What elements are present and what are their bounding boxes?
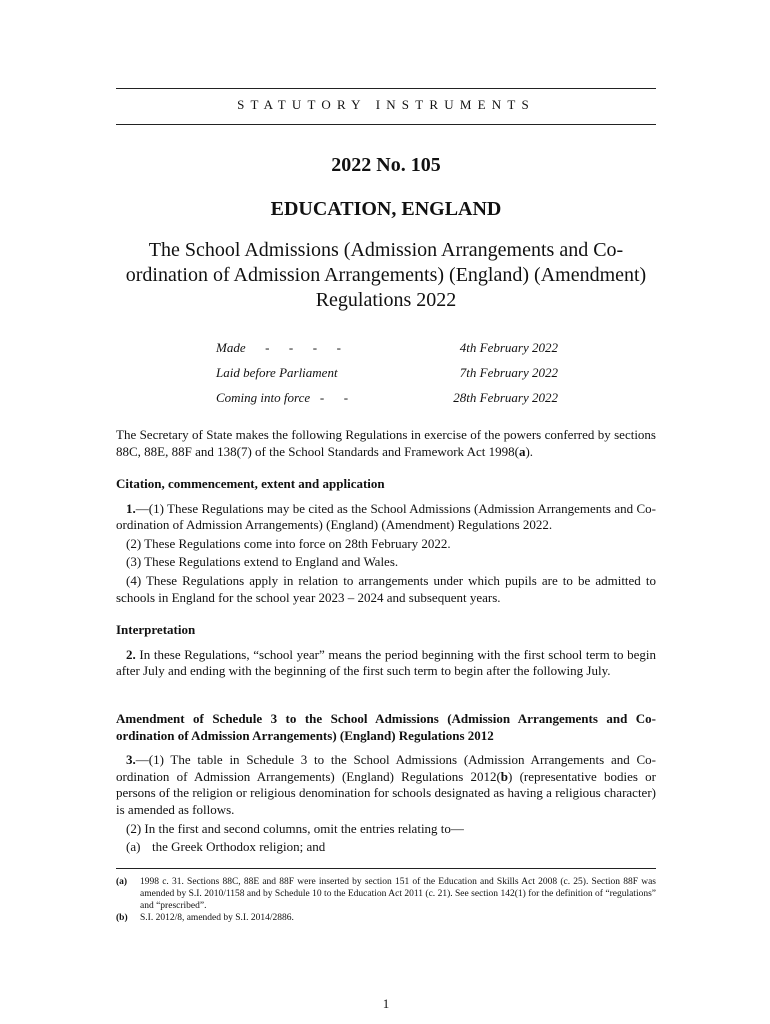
preamble [116, 427, 656, 460]
section-amendment [116, 711, 656, 856]
date-row-laid [216, 365, 558, 390]
date-row-made [216, 340, 558, 365]
header-top-rule [116, 88, 656, 89]
footnote-ref-b[interactable]: b [500, 768, 509, 784]
section-heading: Amendment of Schedule 3 to the School Admissions (Admission Arrangements and Co-ordination of Admission Arrangements) (England) Regulations 2012 [116, 711, 656, 743]
series-heading: STATUTORY INSTRUMENTS [237, 97, 535, 112]
date-label: Coming into force - - [216, 390, 349, 405]
paragraph-3-2: (2) In the first and second columns, omit the entries relating to— [126, 820, 464, 836]
paragraph-text: In these Regulations, “school year” means the period beginning with the first school term to begin after July and ending with the beginning of the first such term to begin after the following July. [116, 646, 656, 679]
paragraph-text: —(1) The table in Schedule 3 to the School Admissions (Admission Arrangements and Co-ordination of Admission Arrangements) (England) Regulations 2012( [116, 752, 656, 784]
section-number: 3. [126, 752, 136, 768]
paragraph-1-2: (2) These Regulations come into force on 28th February 2022. [126, 535, 451, 551]
header-bottom-rule [116, 124, 656, 125]
paragraph-1-4: (4) These Regulations apply in relation to arrangements under which pupils are to be admitted to schools in England for the school year 2023 – 2024 and subsequent years. [116, 572, 656, 605]
footnote-b [116, 912, 656, 924]
footnote-mark: (b) [116, 913, 128, 923]
date-label: Made - - - - [216, 340, 341, 355]
list-item-text: the Greek Orthodox religion; and [152, 839, 326, 855]
paragraph-1-3: (3) These Regulations extend to England and Wales. [126, 554, 399, 570]
paragraph-1-1 [116, 501, 656, 534]
preamble-paragraph [116, 427, 656, 460]
section-heading: Citation, commencement, extent and application [116, 476, 385, 491]
date-value: 28th February 2022 [453, 390, 558, 405]
date-label: Laid before Parliament [216, 365, 338, 380]
section-citation [116, 476, 656, 606]
page-number: 1 [382, 996, 390, 1011]
list-item-a [116, 839, 656, 856]
footnote-rule [116, 868, 656, 869]
paragraph-text: —(1) These Regulations may be cited as the School Admissions (Admission Arrangements and Co-ordination of Admission Arrangements) (England) (Amendment) Regulations 2022. [116, 500, 656, 533]
subject-heading: EDUCATION, ENGLAND [270, 198, 502, 220]
footnote-text: S.I. 2012/8, amended by S.I. 2014/2886. [140, 913, 294, 923]
section-heading: Interpretation [116, 622, 196, 637]
si-number: 2022 No. 105 [331, 154, 441, 176]
dates-table [216, 340, 558, 415]
section-number: 2. [126, 646, 136, 662]
preamble-text: The Secretary of State makes the following Regulations in exercise of the powers conferred by sections 88C, 88E, 88F and 138(7) of the School Standards and Framework Act 1998( [116, 427, 656, 459]
list-marker: (a) [126, 839, 141, 855]
date-row-coming-into-force [216, 390, 558, 415]
footnote-a [116, 876, 656, 912]
regulation-title: The School Admissions (Admission Arrangements and Co-ordination of Admission Arrangements) (England) (Amendment) Regulations 2022 [125, 239, 647, 311]
footnote-ref-a[interactable]: a [518, 443, 526, 459]
paragraph-text-end: ) (representative bodies or persons of the religion or religious denomination for schools designated as having a religious character) is amended as follows. [116, 768, 656, 817]
preamble-text-end: ). [525, 443, 534, 459]
paragraph-2 [116, 647, 656, 680]
date-value: 7th February 2022 [459, 365, 558, 380]
footnotes [116, 876, 656, 924]
date-value: 4th February 2022 [459, 340, 558, 355]
paragraph-3-1 [116, 752, 656, 818]
section-interpretation [116, 622, 656, 680]
footnote-mark: (a) [116, 877, 128, 887]
footnote-text: 1998 c. 31. Sections 88C, 88E and 88F were inserted by section 151 of the Education and Skills Act 2008 (c. 25). Section 88F was amended by S.I. 2010/1158 and by Schedule 10 to the Education Act 2011 (c. 21). See section 142(1) for the definition of “regulations” and “prescribed”. [140, 877, 656, 911]
section-number: 1. [126, 500, 136, 516]
